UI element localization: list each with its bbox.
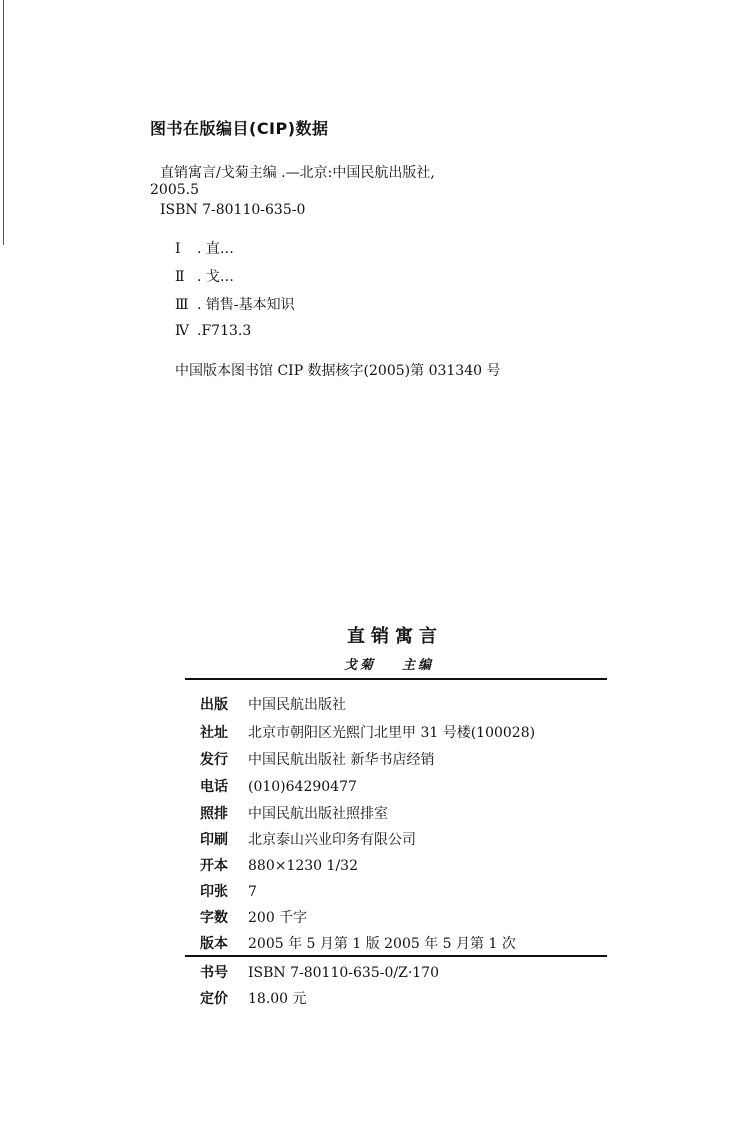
editor-role: 主编 bbox=[402, 658, 435, 673]
pub-row-phone bbox=[200, 776, 357, 796]
editor-line bbox=[344, 654, 434, 673]
classification-item bbox=[175, 266, 234, 286]
classification-text: .F713.3 bbox=[197, 323, 252, 339]
pub-value: 7 bbox=[248, 884, 257, 900]
pub-row-word-count bbox=[200, 907, 307, 927]
editor-name: 戈菊 bbox=[344, 658, 377, 673]
cip-core-data-line: 中国版本图书馆 CIP 数据核字(2005)第 031340 号 bbox=[175, 363, 501, 379]
pub-label: 社址 bbox=[200, 725, 228, 741]
pub-label: 照排 bbox=[200, 806, 228, 822]
top-rule bbox=[185, 678, 607, 680]
pub-row-address bbox=[200, 722, 535, 742]
cip-heading: 图书在版编目(CIP)数据 bbox=[150, 119, 329, 138]
pub-label: 字数 bbox=[200, 910, 228, 926]
cip-title-line: 直销寓言/戈菊主编 .—北京:中国民航出版社, bbox=[160, 165, 435, 181]
pub-label: 定价 bbox=[200, 991, 228, 1007]
classification-text: . 销售-基本知识 bbox=[197, 297, 295, 313]
pub-value: (010)64290477 bbox=[248, 779, 357, 795]
pub-value: 北京市朝阳区光熙门北里甲 31 号楼(100028) bbox=[248, 725, 536, 741]
middle-rule bbox=[185, 955, 607, 957]
cip-isbn-line: ISBN 7-80110-635-0 bbox=[160, 202, 306, 218]
pub-row-book-number bbox=[200, 962, 439, 982]
pub-label: 版本 bbox=[200, 936, 228, 952]
pub-row-price bbox=[200, 988, 307, 1008]
classification-item bbox=[175, 294, 295, 314]
pub-value: 中国民航出版社照排室 bbox=[248, 806, 388, 822]
classification-item bbox=[175, 323, 251, 339]
classification-number: Ⅰ bbox=[175, 241, 181, 257]
pub-label: 开本 bbox=[200, 858, 228, 874]
pub-row-distribution bbox=[200, 749, 434, 769]
classification-text: . 戈… bbox=[197, 269, 234, 285]
pub-value: 18.00 元 bbox=[248, 991, 307, 1007]
pub-value: 880×1230 1/32 bbox=[248, 858, 358, 874]
pub-row-format bbox=[200, 855, 358, 875]
pub-label: 印张 bbox=[200, 884, 228, 900]
classification-number: Ⅳ bbox=[175, 323, 189, 339]
pub-label: 书号 bbox=[200, 965, 228, 981]
pub-label: 电话 bbox=[200, 779, 228, 795]
pub-row-typesetting bbox=[200, 803, 388, 823]
classification-number: Ⅱ bbox=[175, 269, 185, 285]
pub-value: 2005 年 5 月第 1 版 2005 年 5 月第 1 次 bbox=[248, 936, 516, 952]
pub-row-publisher bbox=[200, 694, 346, 714]
pub-row-sheets bbox=[200, 881, 257, 901]
book-title: 直销寓言 bbox=[347, 626, 443, 647]
classification-number: Ⅲ bbox=[175, 297, 189, 313]
pub-label: 出版 bbox=[200, 697, 228, 713]
cip-date-line: 2005.5 bbox=[150, 182, 199, 198]
classification-item bbox=[175, 238, 234, 258]
pub-row-edition bbox=[200, 933, 516, 953]
pub-value: 200 千字 bbox=[248, 910, 308, 926]
pub-value: ISBN 7-80110-635-0/Z·170 bbox=[248, 965, 439, 981]
pub-value: 北京泰山兴业印务有限公司 bbox=[248, 832, 416, 848]
pub-row-printing bbox=[200, 829, 416, 849]
pub-value: 中国民航出版社 bbox=[248, 697, 346, 713]
pub-label: 印刷 bbox=[200, 832, 228, 848]
pub-value: 中国民航出版社 新华书店经销 bbox=[248, 752, 435, 768]
pub-label: 发行 bbox=[200, 752, 228, 768]
page-edge-line bbox=[3, 0, 4, 245]
classification-text: . 直… bbox=[197, 241, 234, 257]
